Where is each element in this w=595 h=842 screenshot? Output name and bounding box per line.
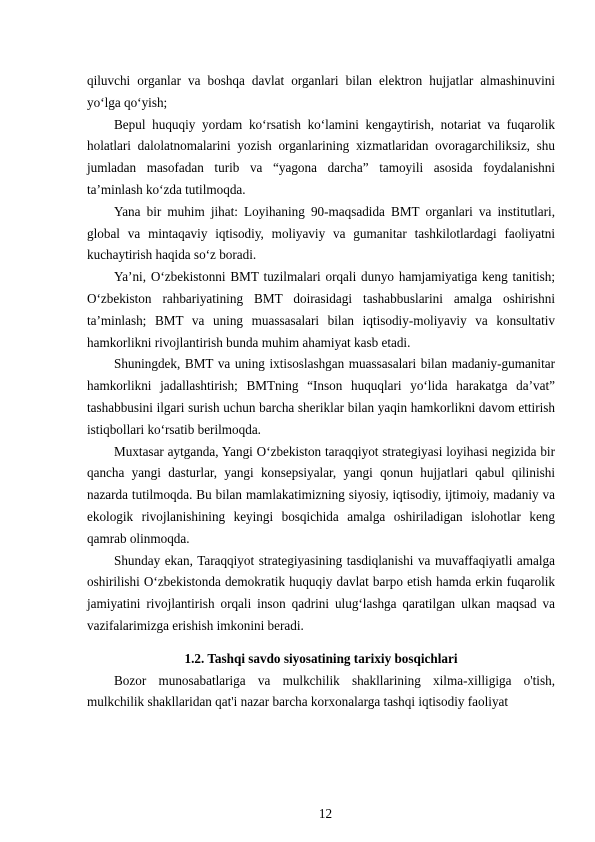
section-heading: 1.2. Tashqi savdo siyosatining tarixiy bosqichlari [184,650,458,666]
paragraph-trade-policy: Bozor munosabatlariga va mulkchilik shakllarining xilma-xilligiga o'tish, mulkchilik shakllaridan qat'i nazar barcha korxonalarga tashqi iqtisodiy faoliyat [87,672,555,710]
page-number: 12 [318,806,333,821]
document-page [87,70,555,713]
paragraph-cultural-cooperation: Shuningdek, BMT va uning ixtisoslashgan muassasalari bilan madaniy-gumanitar hamkorlikni jadallashtirish; BMTning “Inson huquqlari yo‘lida harakatga da’vat” tashabbusini ilgari surish uchun barcha sheriklar bilan yaqin hamkorlikni davom ettirish istiqbollari ko‘rsatib berilmoqda. [87,356,555,437]
paragraph-un-structures: Ya’ni, O‘zbekistonni BMT tuzilmalari orqali dunyo hamjamiyatiga keng tanitish; O‘zbekiston rahbariyatining BMT doirasidagi tashabbuslarini amalga oshirishni ta’minlash; BMT va uning muassasalari bilan iqtisodiy-moliyaviy va konsultativ hamkorlikni rivojlantirish bunda muhim ahamiyat kasb etadi. [87,269,555,350]
paragraph-summary: Muxtasar aytganda, Yangi O‘zbekiston taraqqiyot strategiyasi loyihasi negizida bir qancha yangi dasturlar, yangi konsepsiyalar, yangi qonun hujjatlari qabul qilinishi nazarda tutilmoqda. Bu bilan mamlakatimizning siyosiy, iqtisodiy, ijtimoiy, madaniy va ekologik rivojlanishining keyingi bosqichida amalga oshiriladigan islohotlar keng qamrab olinmoqda. [87,443,555,546]
paragraph-conclusion: Shunday ekan, Taraqqiyot strategiyasining tasdiqlanishi va muvaffaqiyatli amalga oshirilishi O‘zbekistonda demokratik huquqiy davlat barpo etish hamda erkin fuqarolik jamiyatini rivojlantirish orqali inson qadrini ulug‘lashga qaratilgan ulkan maqsad va vazifalarimizga erishish imkonini beradi. [87,552,555,633]
paragraph-legal-aid: Bepul huquqiy yordam ko‘rsatish ko‘lamini kengaytirish, notariat va fuqarolik holatlari dalolatnomalarini yozish organlarining xizmatlaridan ovoragarchiliksiz, shu jumladan masofadan turib va “yagona darcha” tamoyili asosida foydalanishni ta’minlash ko‘zda tutilmoqda. [87,116,555,197]
paragraph-un-goal: Yana bir muhim jihat: Loyihaning 90-maqsadida BMT organlari va institutlari, global va mintaqaviy iqtisodiy, moliyaviy va gumanitar tashkilotlardagi faoliyatni kuchaytirish haqida so‘z boradi. [87,203,555,263]
paragraph-continuation: qiluvchi organlar va boshqa davlat organlari bilan elektron hujjatlar almashinuvini yo‘lga qo‘yish; [87,73,555,110]
